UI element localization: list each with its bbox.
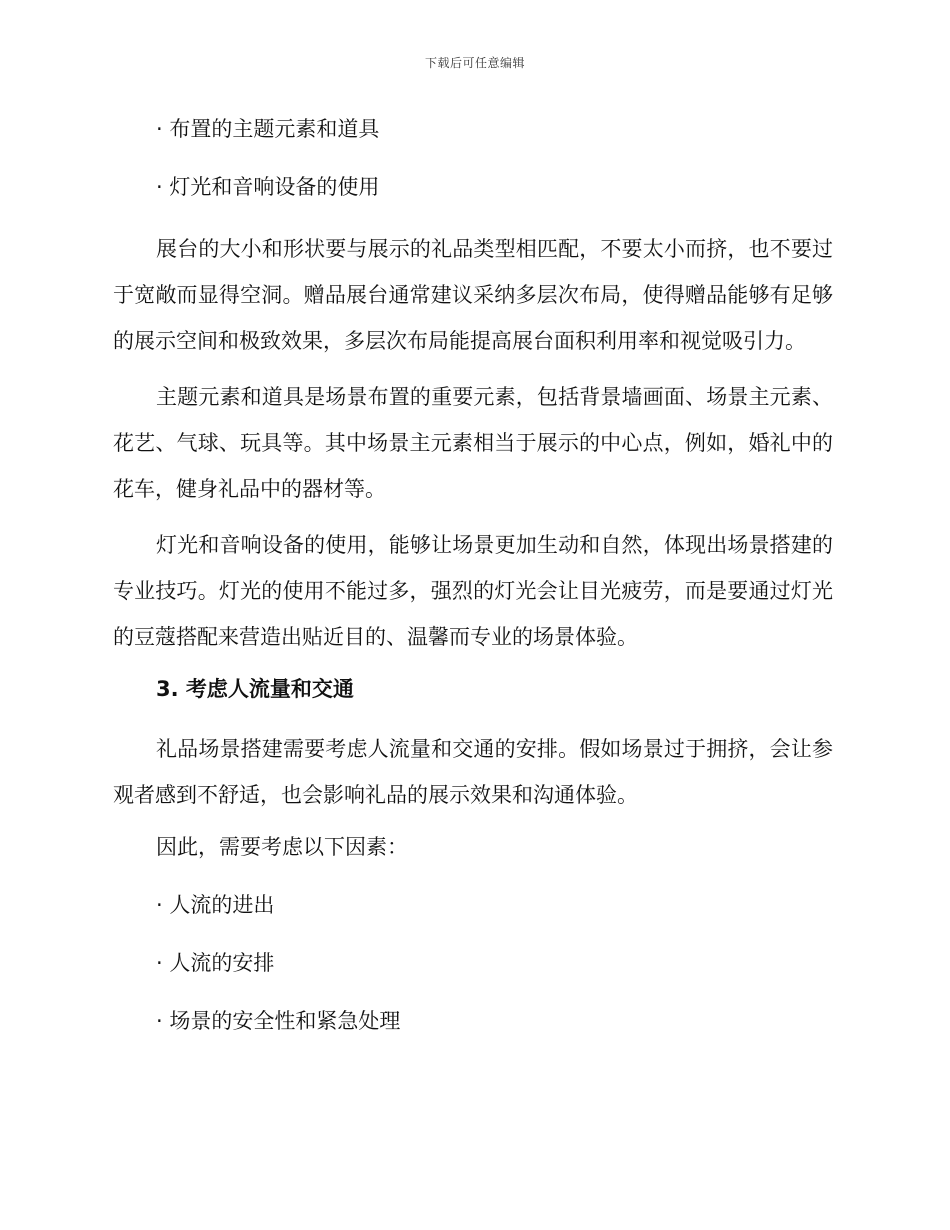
factors-intro: 因此，需要考虑以下因素：: [156, 835, 408, 859]
header-note: 下载后可任意编辑: [424, 56, 525, 70]
paragraph-theme-elements: 主题元素和道具是场景布置的重要元素，包括背景墙画面、场景主元素、花艺、气球、玩具等。其中场景主元素相当于展示的中心点，例如，婚礼中的花车，健身礼品中的器材等。: [113, 385, 833, 501]
bullet-item-lighting-audio: · 灯光和音响设备的使用: [156, 175, 380, 199]
paragraph-lighting: 灯光和音响设备的使用，能够让场景更加生动和自然，体现出场景搭建的专业技巧。灯光的使用不能过多，强烈的灯光会让目光疲劳，而是要通过灯光的豆蔻搭配来营造出贴近目的、温馨而专业的场景体验。: [113, 533, 833, 649]
paragraph-traffic: 礼品场景搭建需要考虑人流量和交通的安排。假如场景过于拥挤，会让参观者感到不舒适，也会影响礼品的展示效果和沟通体验。: [113, 737, 833, 807]
document-body: [113, 110, 833, 1060]
section-heading: 3. 考虑人流量和交通: [156, 677, 354, 701]
bullet-item-flow-arrangement: · 人流的安排: [156, 951, 275, 975]
bullet-item-theme-props: · 布置的主题元素和道具: [156, 117, 380, 141]
bullet-item-flow-entry: · 人流的进出: [156, 893, 275, 917]
bullet-item-safety: · 场景的安全性和紧急处理: [156, 1009, 401, 1033]
paragraph-booth-size: 展台的大小和形状要与展示的礼品类型相匹配，不要太小而挤，也不要过于宽敞而显得空洞。赠品展台通常建议采纳多层次布局，使得赠品能够有足够的展示空间和极致效果，多层次布局能提高展台面积利用率和视觉吸引力。: [113, 237, 833, 353]
